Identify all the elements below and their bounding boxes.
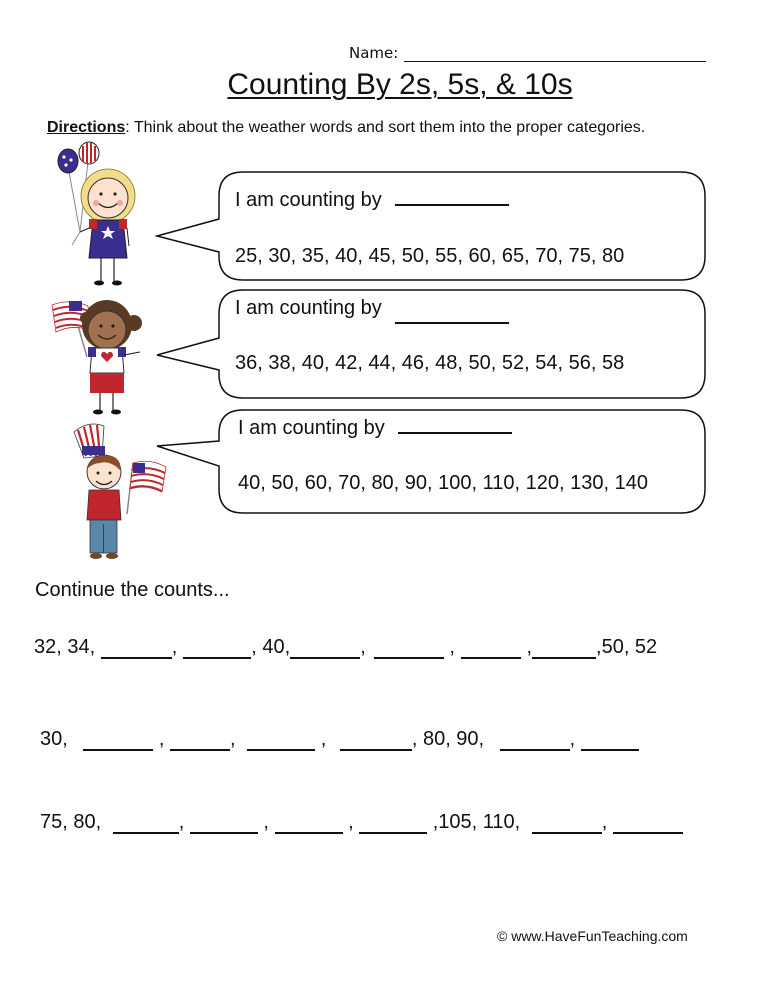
count-row-2-blank-4[interactable] [340,731,412,751]
count-row-3-blank-2[interactable] [190,814,258,834]
girl-with-flag-illustration [52,300,142,415]
count-row-3-blank-1[interactable] [113,814,179,834]
directions-label: Directions [47,119,126,136]
bubble-3-answer-blank[interactable] [398,432,512,434]
count-row-1-blank-1[interactable] [101,639,172,659]
count-row-1: 32, 34, , , 40, , , , ,50, 52 [34,636,658,658]
girl-with-balloons-illustration [58,142,135,286]
bubble-3-sequence: 40, 50, 60, 70, 80, 90, 100, 110, 120, 130, 140 [238,472,648,494]
page-title: Counting By 2s, 5s, & 10s [227,68,573,101]
bubble-1-prompt: I am counting by [235,189,509,212]
count-row-3-blank-6[interactable] [613,814,683,834]
count-row-2: 30, , , , , 80, 90, , [40,728,639,751]
count-row-1-blank-6[interactable] [532,639,596,659]
count-row-2-blank-5[interactable] [500,731,570,751]
count-row-2-blank-1[interactable] [83,731,153,751]
bubble-2-sequence: 36, 38, 40, 42, 44, 46, 48, 50, 52, 54, 56, 58 [235,352,625,374]
boy-with-uncle-sam-hat-illustration [74,424,166,559]
count-row-1-blank-3[interactable] [290,639,360,659]
bubble-2-prompt: I am counting by [235,297,509,320]
count-row-1-blank-4[interactable] [374,639,444,659]
count-row-2-blank-2[interactable] [170,731,230,751]
bubble-2-answer-blank[interactable] [395,322,509,324]
count-row-2-blank-6[interactable] [581,731,639,751]
count-row-3-blank-5[interactable] [532,814,602,834]
continue-counts-heading: Continue the counts... [35,579,230,601]
directions-text: : Think about the weather words and sort them into the proper categories. [125,119,646,136]
copyright-footer: © www.HaveFunTeaching.com [497,928,688,944]
bubble-1-answer-blank[interactable] [395,204,509,206]
name-label: Name: [349,44,399,62]
count-row-2-blank-3[interactable] [247,731,315,751]
count-row-3: 75, 80, , , , ,105, 110, , [40,811,683,834]
bubble-3-prompt: I am counting by [238,417,512,440]
count-row-3-blank-4[interactable] [359,814,427,834]
count-row-1-blank-5[interactable] [461,639,521,659]
count-row-1-blank-2[interactable] [183,639,251,659]
count-row-3-blank-3[interactable] [275,814,343,834]
bubble-1-sequence: 25, 30, 35, 40, 45, 50, 55, 60, 65, 70, 75, 80 [235,245,625,267]
